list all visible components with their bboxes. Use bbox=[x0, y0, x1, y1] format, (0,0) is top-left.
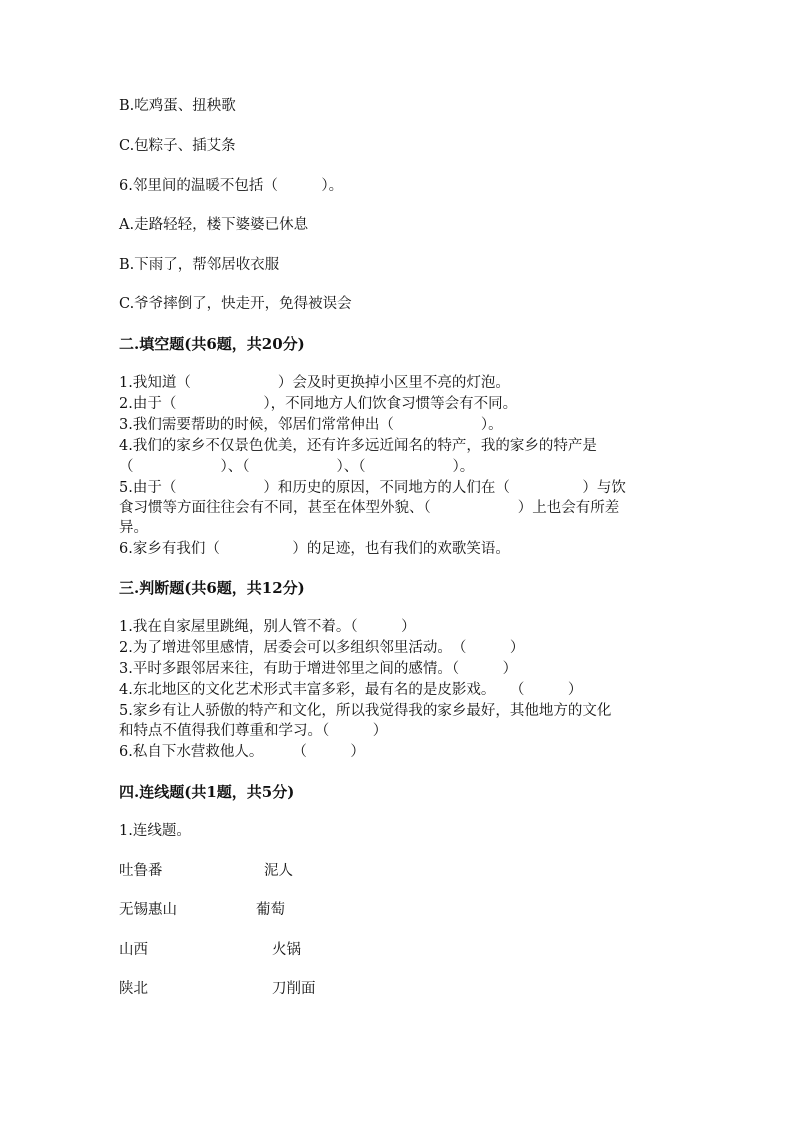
match-right-item: 葡萄 bbox=[256, 902, 285, 918]
fill-question-line: 4.我们的家乡不仅景色优美，还有许多远近闻名的特产，我的家乡的特产是 bbox=[119, 438, 597, 454]
mc-option-b: B.下雨了，帮邻居收衣服 bbox=[119, 257, 280, 273]
fill-question-line: 2.由于（ ），不同地方人们饮食习惯等会有不同。 bbox=[119, 396, 518, 412]
match-left-item: 无锡惠山 bbox=[119, 902, 177, 918]
match-left-item: 吐鲁番 bbox=[119, 863, 163, 879]
fill-question-line: 1.我知道（ ）会及时更换掉小区里不亮的灯泡。 bbox=[119, 375, 510, 391]
match-question: 1.连线题。 bbox=[119, 823, 191, 839]
section-title-judge: 三.判断题(共6题，共12分) bbox=[119, 579, 305, 597]
mc-option-b: B.吃鸡蛋、扭秧歌 bbox=[119, 98, 236, 114]
fill-question-line: 异。 bbox=[119, 520, 148, 536]
fill-question-line: 6.家乡有我们（ ）的足迹，也有我们的欢歌笑语。 bbox=[119, 541, 510, 557]
fill-question-line: 5.由于（ ）和历史的原因，不同地方的人们在（ ）与饮 bbox=[119, 480, 626, 496]
match-left-item: 陕北 bbox=[119, 981, 148, 997]
judge-question-line: 3.平时多跟邻居来往，有助于增进邻里之间的感情。（ ） bbox=[119, 661, 518, 677]
mc-option-c: C.爷爷摔倒了，快走开，免得被误会 bbox=[119, 296, 352, 312]
fill-question-line: （ ）、（ ）、（ ）。 bbox=[119, 459, 475, 475]
judge-question-line: 和特点不值得我们尊重和学习。（ ） bbox=[119, 723, 388, 739]
judge-question-line: 4.东北地区的文化艺术形式丰富多彩，最有名的是皮影戏。 （ ） bbox=[119, 682, 583, 698]
judge-question-line: 2.为了增进邻里感情，居委会可以多组织邻里活动。 （ ） bbox=[119, 640, 525, 656]
match-right-item: 火锅 bbox=[272, 942, 301, 958]
fill-question-line: 3.我们需要帮助的时候，邻居们常常伸出（ ）。 bbox=[119, 417, 503, 433]
match-right-item: 刀削面 bbox=[272, 981, 316, 997]
mc-question-6: 6.邻里间的温暖不包括（ ）。 bbox=[119, 178, 344, 194]
fill-question-line: 食习惯等方面往往会有不同，甚至在体型外貌、（ ）上也会有所差 bbox=[119, 500, 620, 516]
match-right-item: 泥人 bbox=[264, 863, 293, 879]
section-title-match: 四.连线题(共1题，共5分) bbox=[119, 783, 295, 801]
section-title-fill: 二.填空题(共6题，共20分) bbox=[119, 335, 305, 353]
judge-question-line: 1.我在自家屋里跳绳，别人管不着。（ ） bbox=[119, 619, 416, 635]
mc-option-c: C.包粽子、插艾条 bbox=[119, 138, 236, 154]
judge-question-line: 6.私自下水营救他人。 （ ） bbox=[119, 744, 365, 760]
match-left-item: 山西 bbox=[119, 942, 148, 958]
mc-option-a: A.走路轻轻，楼下婆婆已休息 bbox=[119, 217, 309, 233]
judge-question-line: 5.家乡有让人骄傲的特产和文化，所以我觉得我的家乡最好，其他地方的文化 bbox=[119, 703, 612, 719]
